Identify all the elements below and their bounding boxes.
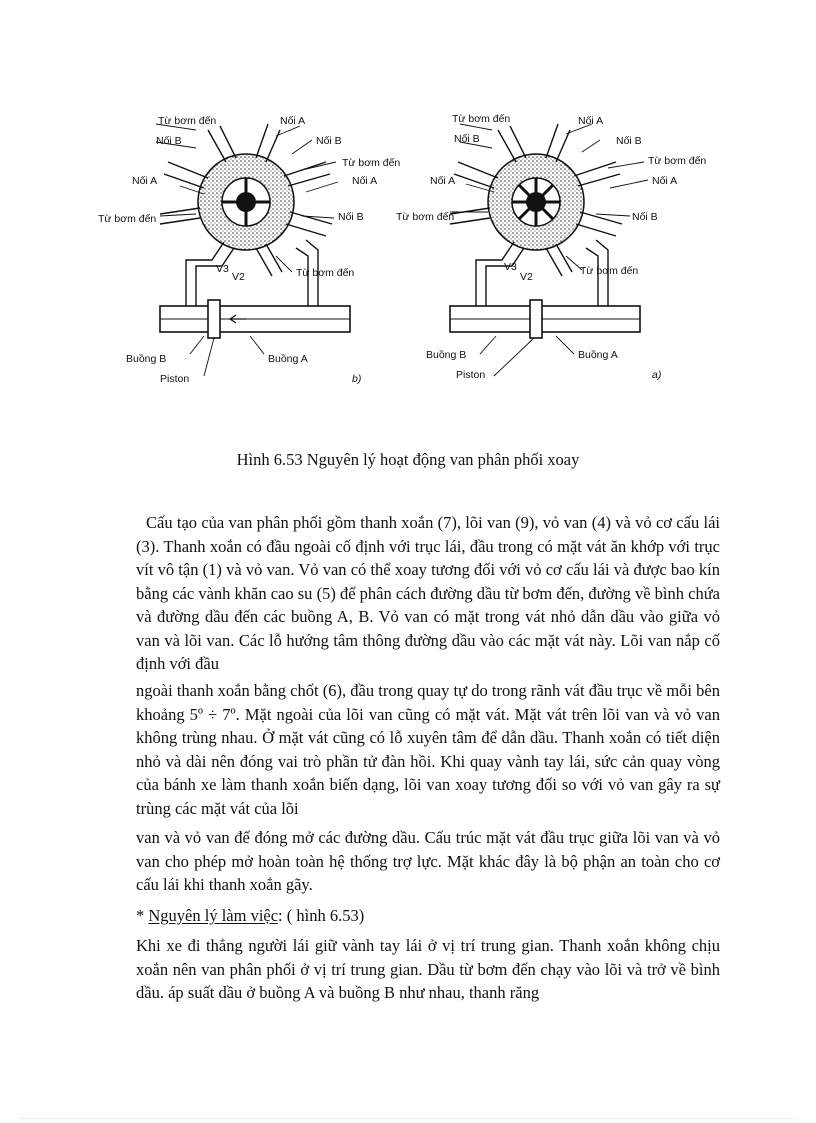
left-label-tu-bom-den-top: Từ bơm đến: [158, 115, 217, 127]
right-label-noi-a-top: Nối A: [578, 115, 604, 127]
left-label-noi-a-right: Nối A: [352, 175, 378, 187]
heading-bullet: *: [136, 906, 149, 925]
right-diagram: [396, 113, 706, 381]
left-label-buong-b: Buồng B: [126, 353, 167, 365]
left-label-buong-a: Buồng A: [268, 353, 308, 365]
rotary-valve-diagram: [96, 100, 716, 400]
heading-underlined-text: Nguyên lý làm việc: [148, 906, 279, 925]
left-label-noi-b-mid: Nối B: [338, 211, 364, 223]
paragraph-structure: Cấu tạo của van phân phối gồm thanh xoắn (7), lõi van (9), vỏ van (4) và vỏ cơ cấu lái (3). Thanh xoắn có đầu ngoài cố định với trục lái, đầu trong có mặt vát ăn khớp với trục vít vô tận (1) và vỏ van. Vỏ van có thể xoay tương đối với vỏ cơ cấu lái và được bao kín bằng các vành khăn cao su (5) để phân cách đường dầu từ bơm đến, đường về bình chứa và đường dầu đến các buồng A, B. Vỏ van có mặt trong vát nhỏ dẫn dầu vào giữa vỏ van và lõi van. Các lỗ hướng tâm thông đường dầu vào các mặt vát này. Lõi van nắp cố định với đầu: [136, 513, 720, 673]
right-label-v2: V2: [520, 271, 533, 283]
right-label-noi-a-right: Nối A: [652, 175, 678, 187]
right-label-tu-bom-den-top: Từ bơm đến: [452, 113, 511, 125]
left-panel-label: b): [352, 373, 362, 385]
paragraph-core-rotation: ngoài thanh xoắn bằng chốt (6), đầu trong quay tự do trong rãnh vát đầu trục về mỗi bên khoảng 5º ÷ 7º. Mặt ngoài của lõi van cũng có mặt vát. Mặt vát trên lõi van và vỏ van không trùng nhau. Ở mặt vát cũng có lỗ xuyên tâm để dẫn dầu. Thanh xoắn có tiết diện nhỏ và dài nên đóng vai trò phần tử đàn hồi. Khi quay vành tay lái, sức cản quay vòng của bánh xe làm thanh xoắn biến dạng, lõi van xoay tương đối so với vỏ van gây ra sự trùng các mặt vát của lõi: [136, 681, 720, 818]
left-label-noi-b-right: Nối B: [316, 135, 342, 147]
left-label-noi-a-top: Nối A: [280, 115, 306, 127]
right-label-noi-b-mid: Nối B: [632, 211, 658, 223]
right-label-noi-b-top: Nối B: [454, 133, 480, 145]
paragraph-chamfer-safety: van và vỏ van để đóng mở các đường dầu. Cấu trúc mặt vát đầu trục giữa lõi van và vỏ van cho phép mở hoàn toàn hệ thống trợ lực. Mặt khác đây là bộ phận an toàn cho cơ cấu lái khi thanh xoắn gãy.: [136, 828, 720, 894]
right-label-buong-a: Buồng A: [578, 349, 618, 361]
left-label-v2: V2: [232, 271, 245, 283]
right-label-tu-bom-den-left: Từ bơm đến: [396, 211, 455, 223]
left-label-tu-bom-den-right: Từ bơm đến: [342, 157, 401, 169]
left-label-noi-b-top: Nối B: [156, 135, 182, 147]
left-label-noi-a-left: Nối A: [132, 175, 158, 187]
section-heading-working-principle: [136, 906, 364, 926]
right-label-buong-b: Buồng B: [426, 349, 467, 361]
right-panel-label: a): [652, 369, 662, 381]
heading-figure-ref: : ( hình 6.53): [278, 906, 365, 925]
figure-caption: Hình 6.53 Nguyên lý hoạt động van phân phối xoay: [236, 450, 580, 469]
paragraph-straight-driving: Khi xe đi thẳng người lái giữ vành tay lái ở vị trí trung gian. Thanh xoắn không chịu xoắn nên van phân phối ở vị trí trung gian. Dầu từ bơm đến chạy vào lõi và trở về bình dầu. áp suất dầu ở buồng A và buồng B như nhau, thanh răng: [136, 936, 720, 1002]
valve-diagram-figure: [96, 100, 716, 400]
right-label-noi-a-left: Nối A: [430, 175, 456, 187]
left-label-tu-bom-den-bottom: Từ bơm đến: [296, 267, 355, 279]
right-label-tu-bom-den-right: Từ bơm đến: [648, 155, 707, 167]
left-label-tu-bom-den-left: Từ bơm đến: [98, 213, 157, 225]
left-diagram: [98, 115, 400, 385]
right-label-piston: Piston: [456, 369, 486, 381]
page-bottom-divider: [20, 1118, 796, 1119]
left-label-v3: V3: [216, 263, 229, 275]
right-label-v3: V3: [504, 261, 517, 273]
left-label-piston: Piston: [160, 373, 190, 385]
right-label-noi-b-right: Nối B: [616, 135, 642, 147]
right-label-tu-bom-den-bottom: Từ bơm đến: [580, 265, 639, 277]
